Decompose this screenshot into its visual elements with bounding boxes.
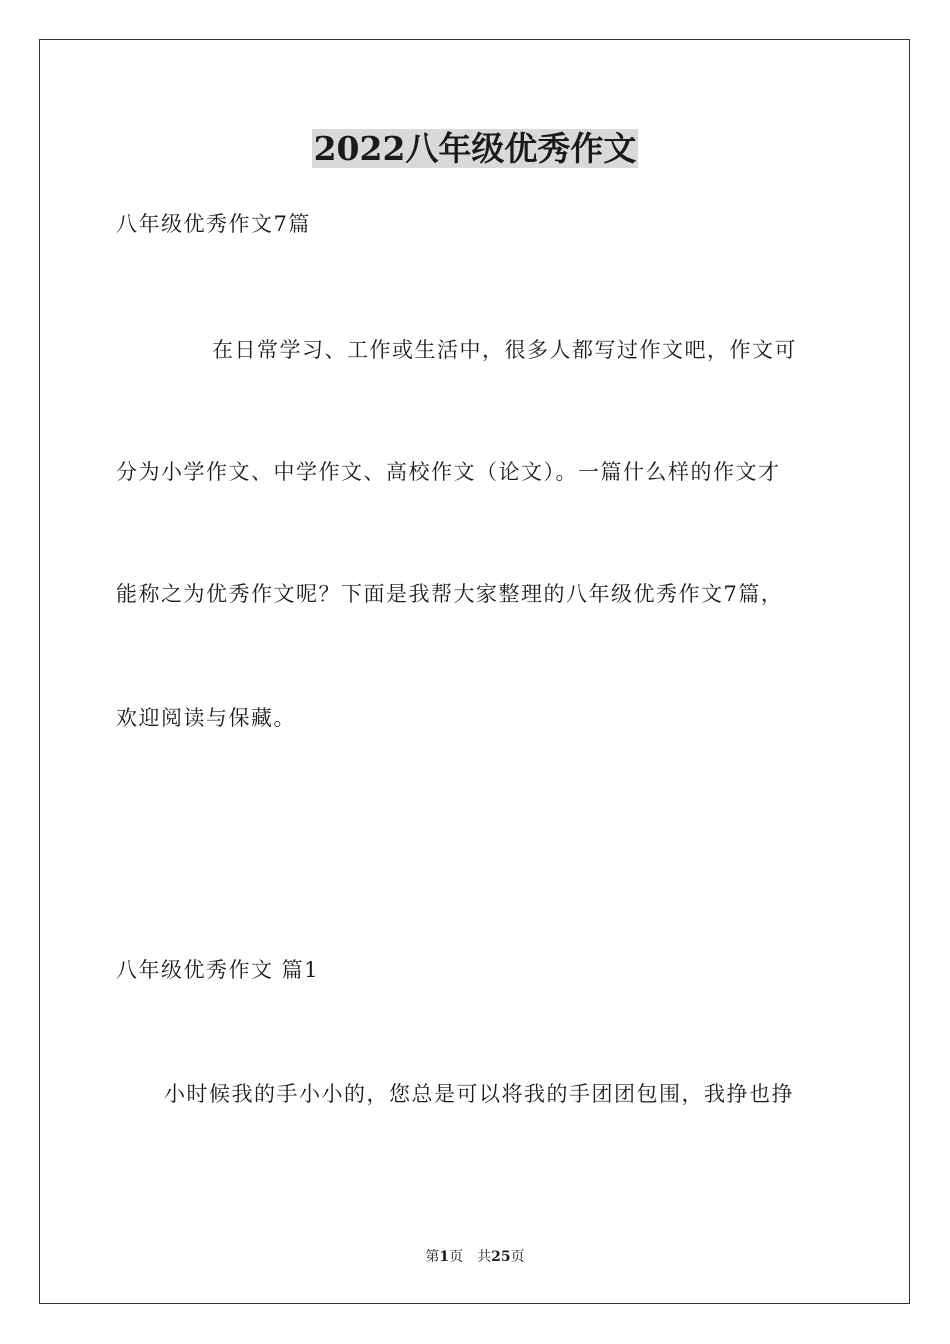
section-heading: 八年级优秀作文 篇1: [116, 958, 320, 982]
section-paragraph-line: 小时候我的手小小的，您总是可以将我的手团团包围，我挣也挣: [164, 1082, 794, 1106]
page-prefix: 第: [425, 1249, 440, 1265]
page-suffix: 页: [449, 1249, 464, 1265]
document-subtitle: 八年级优秀作文7篇: [116, 212, 311, 236]
intro-line-1: 在日常学习、工作或生活中，很多人都写过作文吧，作文可: [212, 338, 797, 362]
intro-line-2: 分为小学作文、中学作文、高校作文（论文）。一篇什么样的作文才: [116, 460, 781, 484]
document-title-text: 2022八年级优秀作文: [313, 129, 637, 168]
page-footer: [0, 1248, 950, 1266]
page-total: 25: [491, 1249, 511, 1265]
total-prefix: 共: [477, 1249, 492, 1265]
intro-line-4: 欢迎阅读与保藏。: [116, 706, 296, 730]
total-suffix: 页: [510, 1249, 525, 1265]
document-title: [0, 128, 950, 170]
intro-line-3: 能称之为优秀作文呢？下面是我帮大家整理的八年级优秀作文7篇，: [116, 582, 784, 606]
page-current: 1: [439, 1249, 450, 1265]
